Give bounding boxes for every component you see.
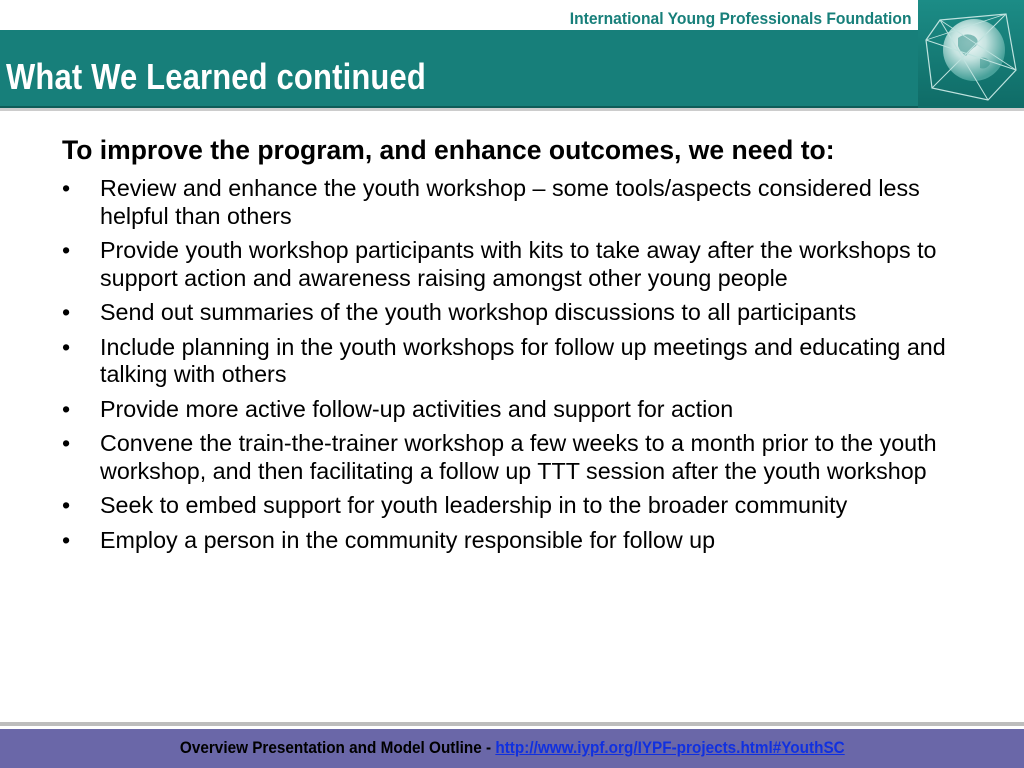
globe-logo-icon	[918, 0, 1024, 110]
bullet-text: Provide youth workshop participants with kits to take away after the workshops to support action and awareness raising amongst other young people	[100, 237, 937, 291]
bullet-text: Seek to embed support for youth leadership in to the broader community	[100, 492, 848, 518]
bullet-item	[62, 334, 962, 389]
bullet-item	[62, 396, 962, 424]
bullet-icon: •	[62, 395, 71, 422]
bullet-text: Review and enhance the youth workshop – some tools/aspects considered less helpful than others	[100, 175, 920, 229]
bullet-list	[62, 175, 962, 554]
slide-body	[62, 134, 962, 561]
footer-text	[180, 738, 845, 758]
bullet-icon: •	[62, 492, 71, 518]
slide-footer	[0, 729, 1024, 768]
bullet-icon: •	[62, 526, 71, 553]
footer-label: Overview Presentation and Model Outline -	[179, 738, 496, 757]
slide-title: What We Learned continued	[6, 56, 427, 97]
slide-header	[0, 0, 1024, 112]
lead-text: To improve the program, and enhance outcomes, we need to:	[62, 135, 835, 165]
bullet-text: Send out summaries of the youth workshop discussions to all participants	[100, 299, 857, 325]
organization-name: International Young Professionals Foundation	[570, 9, 912, 28]
bullet-item	[62, 527, 962, 555]
bullet-item	[62, 492, 962, 520]
footer-link[interactable]: http://www.iypf.org/IYPF-projects.html#YouthSC	[495, 738, 845, 757]
bullet-icon: •	[62, 237, 71, 263]
bullet-text: Include planning in the youth workshops for follow up meetings and educating and talking with others	[100, 333, 946, 387]
bullet-icon: •	[62, 299, 71, 325]
bullet-text: Convene the train-the-trainer workshop a few weeks to a month prior to the youth workshop, and then facilitating a follow up TTT session after the youth workshop	[100, 430, 937, 484]
header-divider	[0, 108, 1024, 111]
bullet-text: Provide more active follow-up activities and support for action	[100, 395, 734, 422]
bullet-item	[62, 237, 962, 292]
bullet-text: Employ a person in the community responsible for follow up	[100, 526, 716, 553]
bullet-item	[62, 175, 962, 230]
bullet-item	[62, 430, 962, 485]
bullet-item	[62, 299, 962, 327]
bullet-icon: •	[62, 333, 71, 360]
bullet-icon: •	[62, 430, 71, 456]
bullet-icon: •	[62, 175, 71, 201]
footer-divider	[0, 722, 1024, 726]
